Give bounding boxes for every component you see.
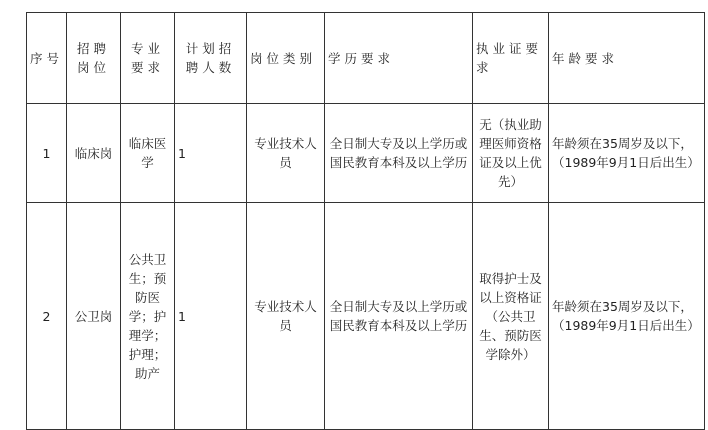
cell-major-text: 公共卫生；预防医学；护理学；护理；助产 bbox=[128, 251, 167, 381]
header-age: 年龄要求 bbox=[549, 13, 705, 104]
header-post: 招聘岗位 bbox=[67, 13, 121, 104]
cell-plan: 1 bbox=[175, 104, 247, 203]
cell-post-text: 公卫岗 bbox=[74, 308, 113, 324]
cell-license: 取得护士及以上资格证（公共卫生、预防医学除外） bbox=[473, 203, 549, 430]
cell-license: 无（执业助理医师资格证及以上优先） bbox=[473, 104, 549, 203]
header-major: 专业要求 bbox=[121, 13, 175, 104]
cell-category: 专业技术人员 bbox=[247, 104, 325, 203]
cell-seq: 2 bbox=[27, 203, 67, 430]
cell-post bbox=[67, 203, 121, 430]
cell-post-text: 临床岗 bbox=[74, 145, 113, 161]
cell-education: 全日制大专及以上学历或国民教育本科及以上学历 bbox=[325, 104, 473, 203]
cell-major-text: 临床医学 bbox=[128, 136, 167, 170]
cell-post bbox=[67, 104, 121, 203]
recruitment-table bbox=[26, 12, 705, 430]
table-row bbox=[27, 104, 705, 203]
cell-education: 全日制大专及以上学历或国民教育本科及以上学历 bbox=[325, 203, 473, 430]
cell-major bbox=[121, 203, 175, 430]
cell-seq: 1 bbox=[27, 104, 67, 203]
header-category: 岗位类别 bbox=[247, 13, 325, 104]
cell-major bbox=[121, 104, 175, 203]
header-seq: 序号 bbox=[27, 13, 67, 104]
header-plan: 计划招聘人数 bbox=[175, 13, 247, 104]
cell-plan: 1 bbox=[175, 203, 247, 430]
header-education: 学历要求 bbox=[325, 13, 473, 104]
cell-category: 专业技术人员 bbox=[247, 203, 325, 430]
header-row bbox=[27, 13, 705, 104]
cell-age: 年龄须在35周岁及以下，（1989年9月1日后出生） bbox=[549, 203, 705, 430]
cell-age: 年龄须在35周岁及以下，（1989年9月1日后出生） bbox=[549, 104, 705, 203]
header-license: 执业证要求 bbox=[473, 13, 549, 104]
table-row bbox=[27, 203, 705, 430]
